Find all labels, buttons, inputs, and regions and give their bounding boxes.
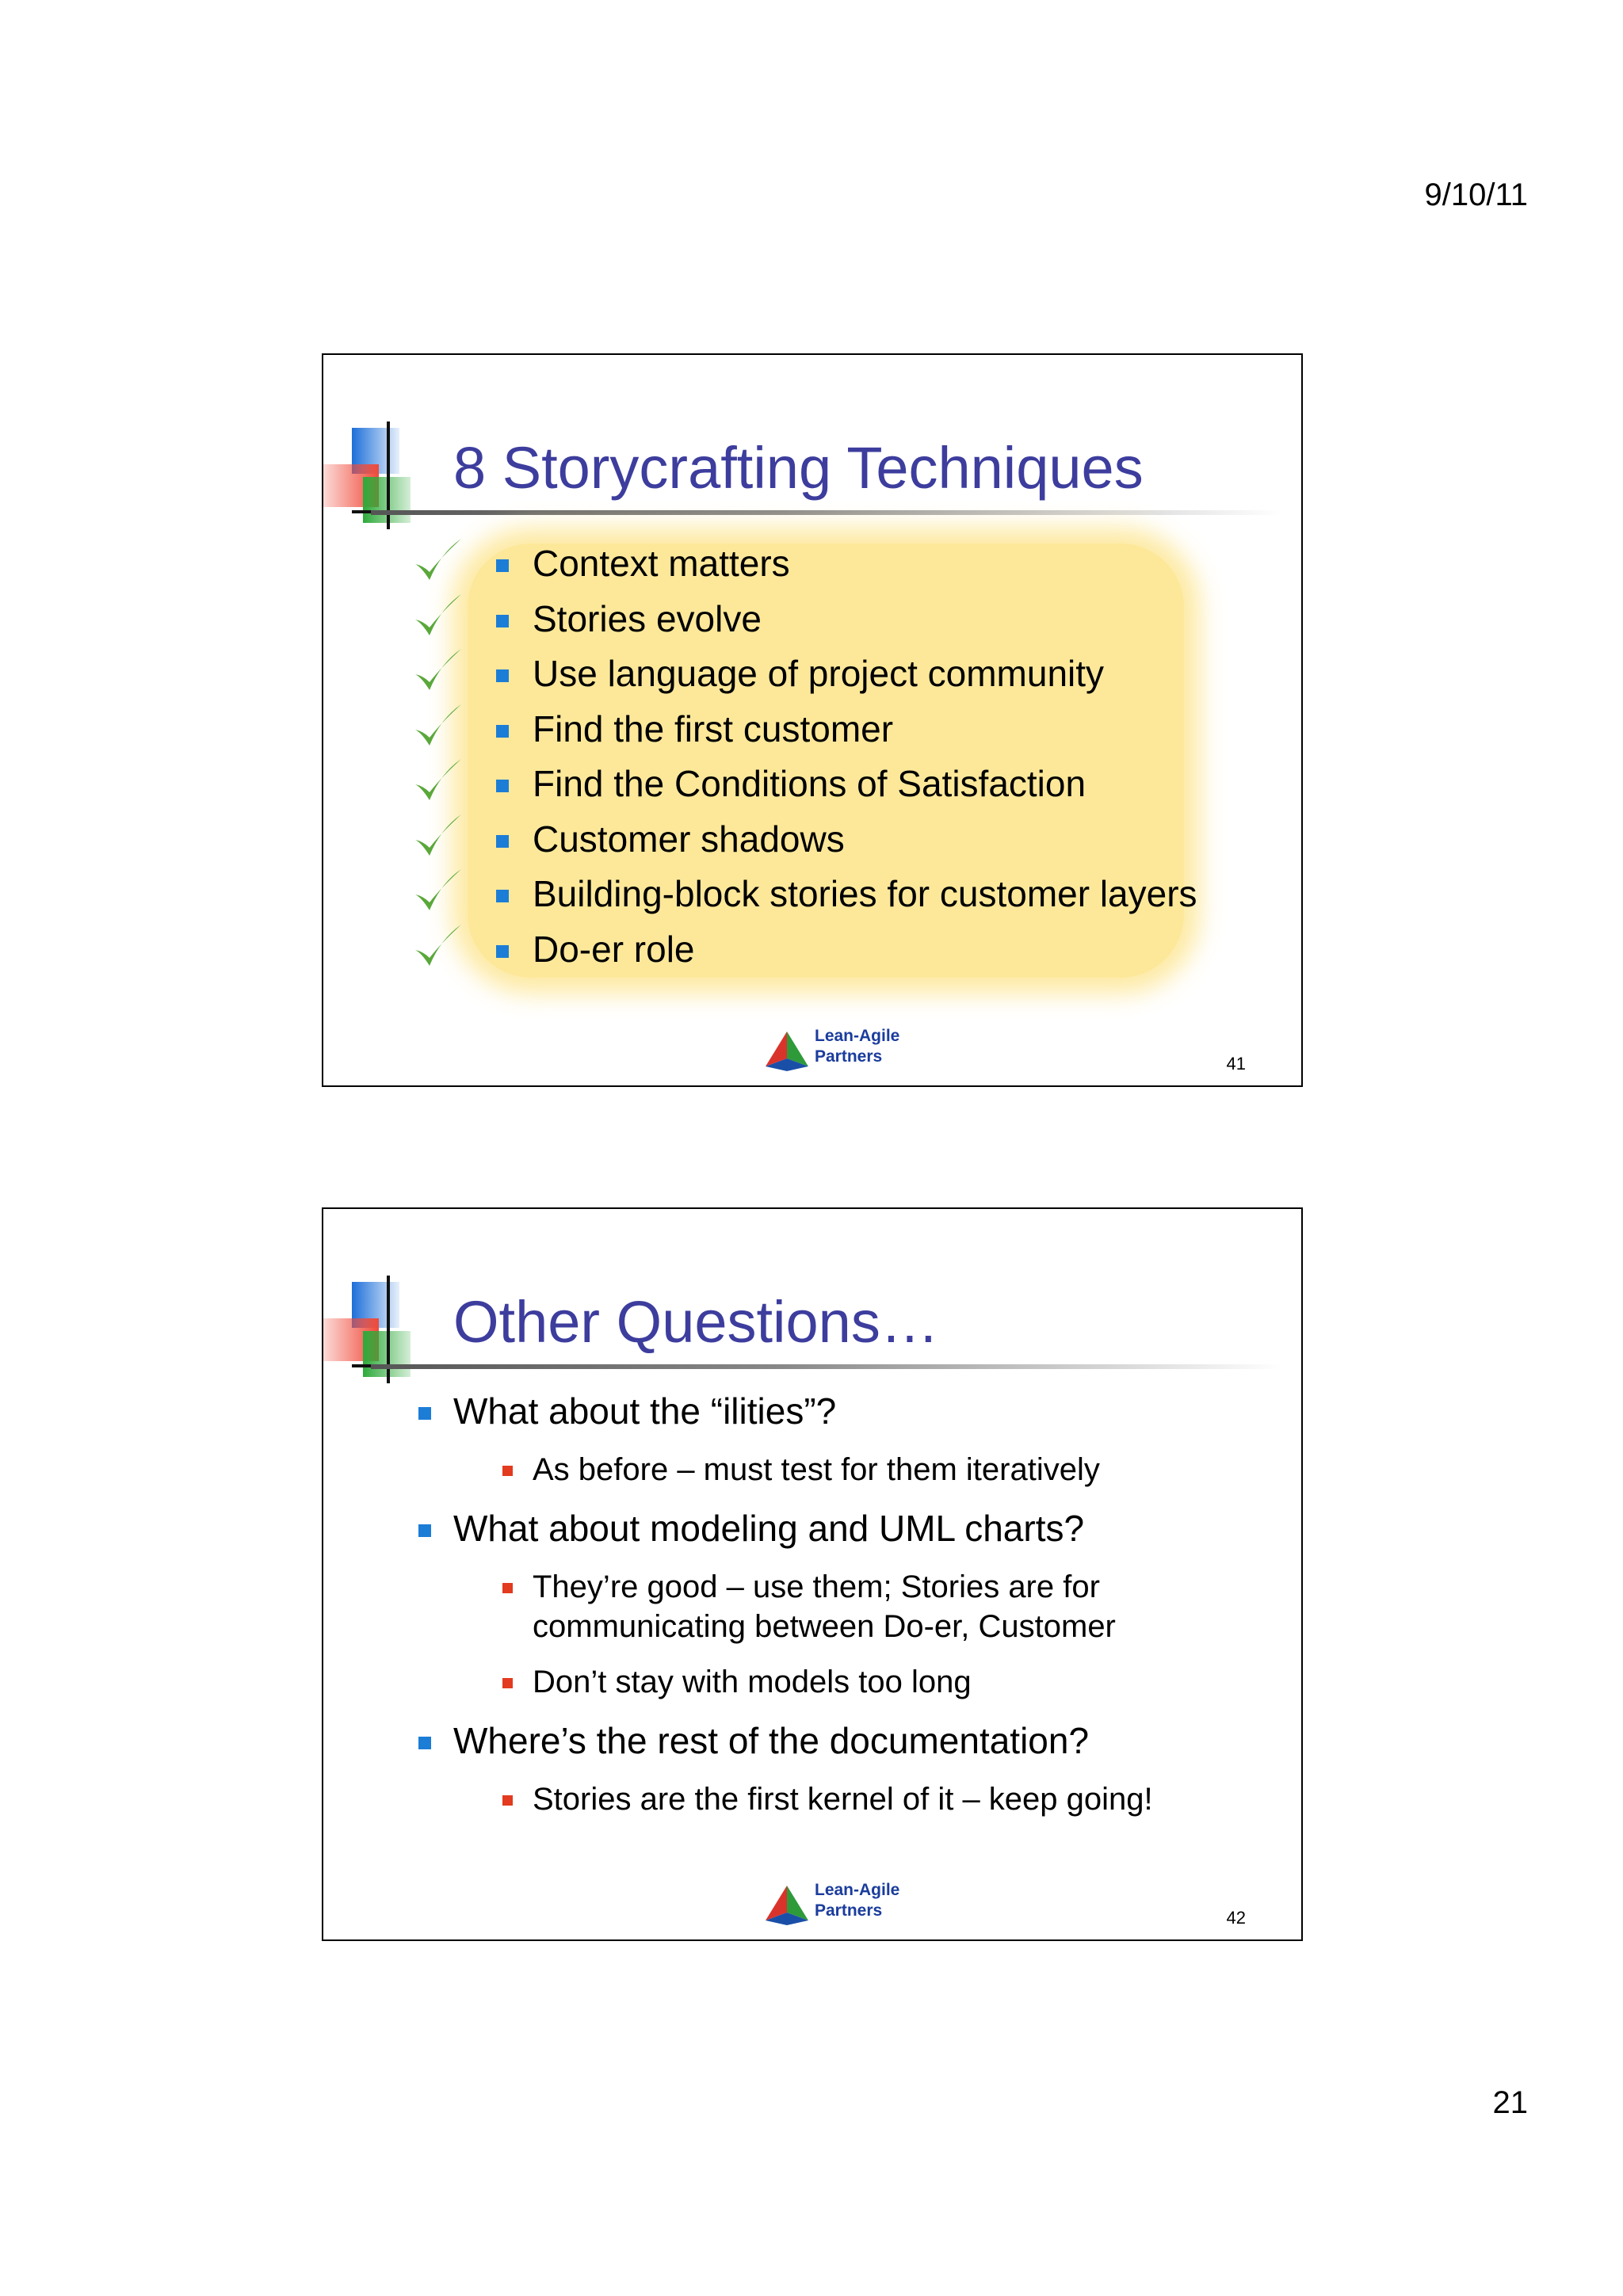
pyramid-logo-icon (764, 1884, 810, 1925)
pyramid-logo-icon (764, 1030, 810, 1071)
slide-42 (322, 1207, 1303, 1941)
bullet-square-icon (496, 835, 509, 848)
bullet-square-icon (418, 1737, 431, 1749)
logo-line2: Partners (815, 1047, 883, 1066)
technique-text: Find the Conditions of Satisfaction (533, 763, 1086, 804)
bullet-square-icon (418, 1524, 431, 1537)
technique-text: Context matters (533, 543, 790, 584)
lean-agile-logo (764, 1881, 954, 1928)
technique-text: Find the first customer (533, 708, 894, 749)
question-3 (453, 1719, 1089, 1762)
bullet-square-icon (496, 615, 509, 627)
page-date: 9/10/11 (1424, 177, 1528, 212)
page-number: 21 (1492, 2085, 1528, 2120)
bullet-square-icon (496, 669, 509, 682)
title-rule (371, 510, 1282, 515)
lean-agile-logo (764, 1027, 954, 1074)
technique-text: Use language of project community (533, 653, 1105, 694)
technique-text: Building-block stories for customer layers (533, 873, 1197, 914)
answer-text: Stories are the first kernel of it – keep going! (533, 1782, 1153, 1817)
bullet-square-icon (496, 725, 509, 738)
bullet-square-icon (496, 780, 509, 792)
slide-41 (322, 353, 1303, 1087)
check-icon (412, 701, 464, 753)
check-icon (412, 756, 464, 808)
slide-number: 41 (1226, 1054, 1246, 1074)
title-rule (371, 1364, 1282, 1369)
question-1 (453, 1390, 836, 1432)
technique-text: Customer shadows (533, 818, 845, 860)
check-icon (412, 646, 464, 698)
title-decoration-icon (323, 1276, 458, 1386)
answer-2-1 (533, 1567, 1182, 1646)
check-icon (412, 921, 464, 974)
answer-1-1 (533, 1450, 1100, 1489)
question-2 (453, 1507, 1084, 1550)
bullet-square-icon (496, 890, 509, 902)
question-text: What about modeling and UML charts? (453, 1508, 1085, 1549)
check-icon (412, 536, 464, 588)
bullet-square-icon (502, 1795, 513, 1806)
bullet-square-icon (502, 1466, 513, 1476)
bullet-square-icon (418, 1407, 431, 1420)
answer-2-2 (533, 1662, 972, 1702)
check-icon (412, 591, 464, 643)
bullet-square-icon (496, 945, 509, 958)
check-icon (412, 811, 464, 864)
answer-text: They’re good – use them; Stories are for communicating between Do-er, Customer (533, 1569, 1116, 1644)
logo-line2: Partners (815, 1901, 883, 1920)
bullet-square-icon (502, 1678, 513, 1688)
technique-text: Do-er role (533, 929, 695, 970)
slide-title: Other Questions… (453, 1289, 939, 1355)
bullet-square-icon (496, 559, 509, 572)
slide-title: 8 Storycrafting Techniques (453, 435, 1144, 501)
answer-text: As before – must test for them iteratively (533, 1452, 1100, 1487)
logo-line1: Lean-Agile (815, 1881, 900, 1899)
answer-text: Don’t stay with models too long (533, 1665, 972, 1699)
title-decoration-icon (323, 421, 458, 532)
bullet-square-icon (502, 1583, 513, 1593)
question-text: What about the “ilities”? (453, 1390, 837, 1432)
question-text: Where’s the rest of the documentation? (453, 1720, 1090, 1761)
check-icon (412, 866, 464, 918)
technique-text: Stories evolve (533, 598, 762, 639)
slide-number: 42 (1226, 1908, 1246, 1928)
logo-line1: Lean-Agile (815, 1027, 900, 1045)
answer-3-1 (533, 1779, 1153, 1819)
